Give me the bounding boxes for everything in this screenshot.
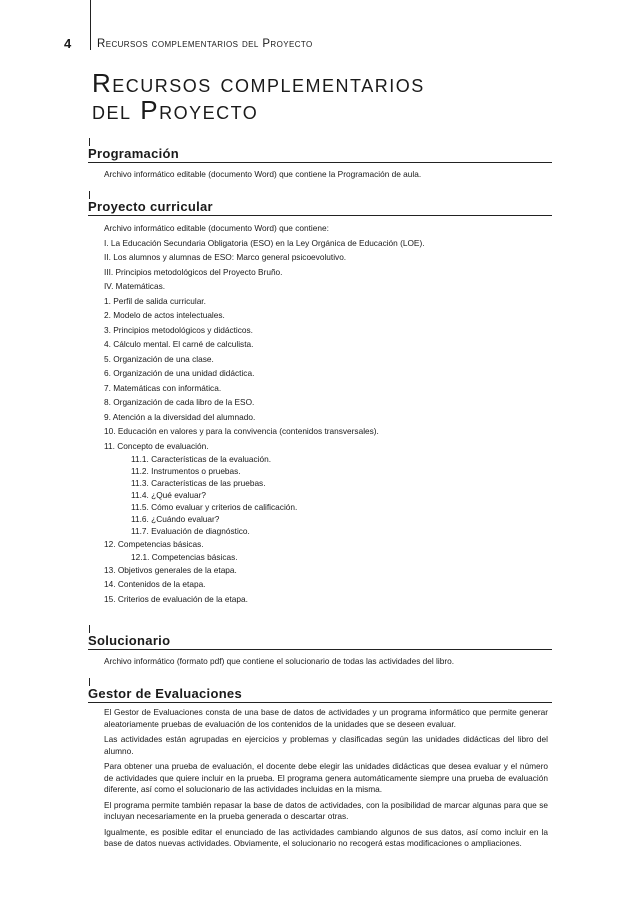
page-title-line-1: Recursos complementarios [92,68,425,98]
section-tick [89,678,90,686]
sub-list-item: 12.1. Competencias básicas. [131,551,238,562]
section-heading: Gestor de Evaluaciones [88,686,242,701]
section-body [104,654,548,669]
list-item: 15. Criterios de evaluación de la etapa. [104,593,248,604]
list-item: I. La Educación Secundaria Obligatoria (ESO) en la Ley Orgánica de Educación (LOE). [104,237,425,248]
section-rule [88,702,552,703]
page-title-line-2: del Proyecto [92,95,259,125]
sub-list-item: 11.5. Cómo evaluar y criterios de calificación. [131,502,298,512]
paragraph: Para obtener una prueba de evaluación, el docente debe elegir las unidades didácticas que desea evaluar y el número de actividades que quiere incluir en la prueba. El programa genera automáticamente siempre una prueba de evaluación diferente, así como el solucionario de las actividades incluidas en la misma. [104,761,548,794]
section-rule [88,162,552,163]
sub-list-item: 11.1. Características de la evaluación. [131,454,272,464]
list-item: 7. Matemáticas con informática. [104,382,222,393]
paragraph: El programa permite también repasar la base de datos de actividades, con la posibilidad de marcar algunas para que se incluyan necesariamente en la prueba generada o descartar otras. [104,799,548,821]
page-title [92,70,425,124]
section-rule [88,649,552,650]
section-heading: Programación [88,146,180,161]
section-body [104,221,548,606]
list-item: 4. Cálculo mental. El carné de calculista. [104,339,254,349]
list-item: 14. Contenidos de la etapa. [104,579,206,589]
section-rule [88,215,552,216]
list-item: 2. Modelo de actos intelectuales. [104,310,225,320]
list-item: 13. Objetivos generales de la etapa. [104,564,237,575]
list-item: II. Los alumnos y alumnas de ESO: Marco general psicoevolutivo. [104,252,347,262]
body-line: Archivo informático (formato pdf) que contiene el solucionario de todas las actividades del libro. [104,656,455,666]
list-item: 10. Educación en valores y para la convivencia (contenidos transversales). [104,426,379,436]
section-body [104,167,548,182]
section-heading: Solucionario [88,633,171,648]
section-tick [89,625,90,633]
list-item: 3. Principios metodológicos y didácticos. [104,324,253,335]
list-item: 12. Competencias básicas. [104,539,204,549]
paragraph: Igualmente, es posible editar el enunciado de las actividades cambiando algunos de sus datos, así como incluir en la base de datos nuevas actividades. Obviamente, el solucionario no recogerá estas modificaciones o ampliaciones. [104,826,548,848]
sub-list-item: 11.7. Evaluación de diagnóstico. [131,526,250,536]
header-rule [90,0,91,50]
section-tick [89,138,90,146]
page-number: 4 [64,36,72,51]
section-heading: Proyecto curricular [88,199,213,214]
list-item: 11. Concepto de evaluación. [104,440,209,451]
section-tick [89,191,90,199]
list-item: 6. Organización de una unidad didáctica. [104,368,255,378]
sub-list-item: 11.6. ¿Cuándo evaluar? [131,514,220,524]
body-line: Archivo informático editable (documento Word) que contiene la Programación de aula. [104,169,422,179]
list-item: IV. Matemáticas. [104,281,166,291]
list-item: 1. Perfil de salida curricular. [104,295,206,306]
list-item: III. Principios metodológicos del Proyecto Bruño. [104,266,283,277]
sub-list-item: 11.3. Características de las pruebas. [131,478,266,488]
sub-list-item: 11.4. ¿Qué evaluar? [131,490,207,500]
paragraph: El Gestor de Evaluaciones consta de una base de datos de actividades y un programa informático que permite generar aleatoriamente pruebas de evaluación de los contenidos de la unidades que se deseen evaluar. [104,707,548,729]
section-body [104,707,548,854]
running-header: Recursos complementarios del Proyecto [97,38,313,50]
list-item: Archivo informático editable (documento Word) que contiene: [104,223,329,233]
list-item: 8. Organización de cada libro de la ESO. [104,397,255,407]
paragraph: Las actividades están agrupadas en ejercicios y problemas y clasificadas según las unidades didácticas del libro del alumno. [104,734,548,756]
list-item: 5. Organización de una clase. [104,353,214,364]
list-item: 9. Atención a la diversidad del alumnado. [104,411,256,422]
sub-list-item: 11.2. Instrumentos o pruebas. [131,466,241,476]
